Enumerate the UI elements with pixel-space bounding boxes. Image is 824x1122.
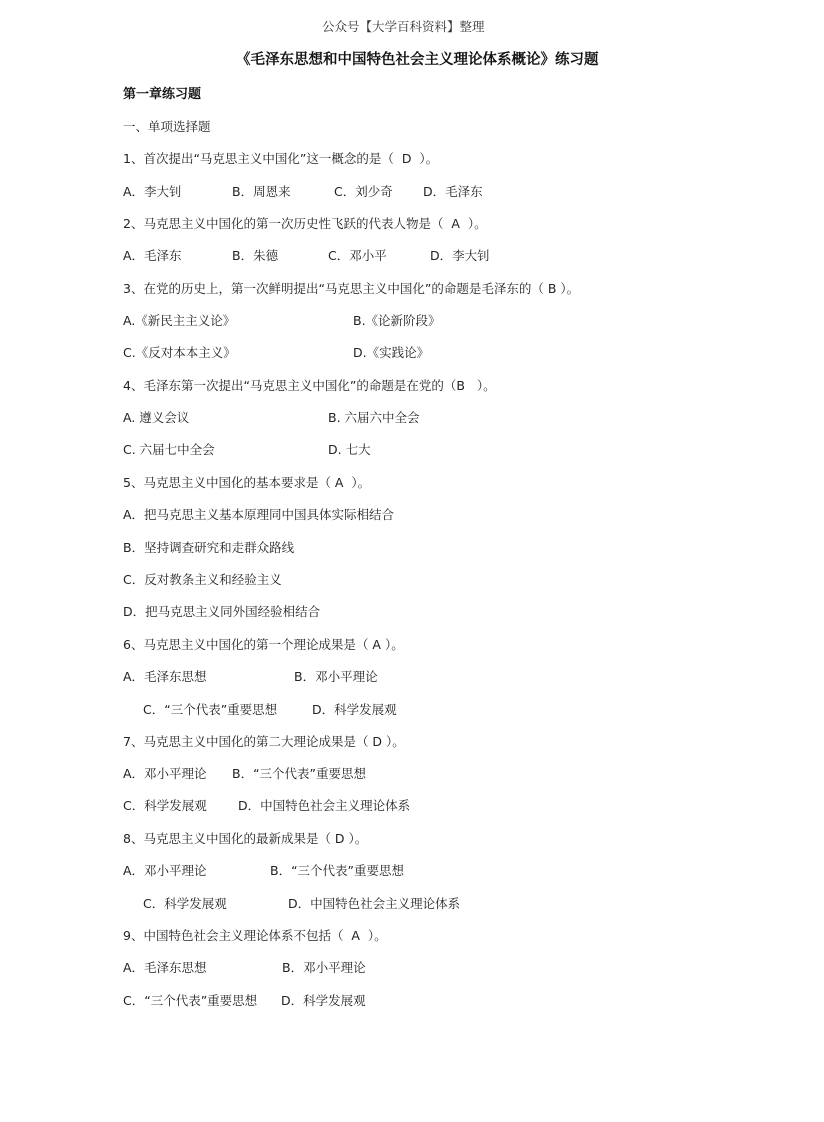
option: A．毛泽东思想 bbox=[123, 960, 207, 975]
option: D．把马克思主义同外国经验相结合 bbox=[123, 604, 321, 619]
option: C．反对教条主义和经验主义 bbox=[123, 572, 282, 587]
option: D．李大钊 bbox=[430, 248, 490, 263]
section-heading: 一、单项选择题 bbox=[123, 119, 211, 134]
option: A．邓小平理论 bbox=[123, 863, 207, 878]
option: C. 六届七中全会 bbox=[123, 442, 215, 457]
option: B．邓小平理论 bbox=[282, 960, 366, 975]
option: B. 六届六中全会 bbox=[328, 410, 420, 425]
chapter-heading: 第一章练习题 bbox=[123, 87, 202, 102]
option: D. 七大 bbox=[328, 442, 371, 457]
page-header: 公众号【大学百科资料】整理 bbox=[322, 19, 485, 34]
option: D．科学发展观 bbox=[312, 702, 397, 717]
question-3: 3、在党的历史上，第一次鲜明提出“马克思主义中国化”的命题是毛泽东的（ B ）。 bbox=[123, 281, 580, 296]
option: D．毛泽东 bbox=[423, 184, 483, 199]
option: A.《新民主主义论》 bbox=[123, 313, 236, 328]
question-8: 8、马克思主义中国化的最新成果是（ D ）。 bbox=[123, 831, 368, 846]
option: A．毛泽东 bbox=[123, 248, 182, 263]
option: A．毛泽东思想 bbox=[123, 669, 207, 684]
question-1: 1、首次提出“马克思主义中国化”这一概念的是（ D ）。 bbox=[123, 151, 439, 166]
option: B．朱德 bbox=[232, 248, 279, 263]
option: C．刘少奇 bbox=[334, 184, 393, 199]
option: D．中国特色社会主义理论体系 bbox=[238, 798, 411, 813]
option: A. 遵义会议 bbox=[123, 410, 190, 425]
option: C．“三个代表”重要思想 bbox=[143, 702, 278, 717]
option: C．科学发展观 bbox=[123, 798, 207, 813]
option: D．科学发展观 bbox=[281, 993, 366, 1008]
option: A．邓小平理论 bbox=[123, 766, 207, 781]
option: C.《反对本本主义》 bbox=[123, 345, 236, 360]
option: D．中国特色社会主义理论体系 bbox=[288, 896, 461, 911]
option: B．“三个代表”重要思想 bbox=[270, 863, 405, 878]
option: B．坚持调查研究和走群众路线 bbox=[123, 540, 295, 555]
option: C．邓小平 bbox=[328, 248, 387, 263]
question-6: 6、马克思主义中国化的第一个理论成果是（ A ）。 bbox=[123, 637, 404, 652]
option: B．“三个代表”重要思想 bbox=[232, 766, 367, 781]
option: D.《实践论》 bbox=[353, 345, 430, 360]
option: C．“三个代表”重要思想 bbox=[123, 993, 258, 1008]
question-9: 9、中国特色社会主义理论体系不包括（ A ）。 bbox=[123, 928, 387, 943]
option: B.《论新阶段》 bbox=[353, 313, 441, 328]
question-2: 2、马克思主义中国化的第一次历史性飞跃的代表人物是（ A ）。 bbox=[123, 216, 487, 231]
question-4: 4、毛泽东第一次提出“马克思主义中国化”的命题是在党的（B ）。 bbox=[123, 378, 496, 393]
question-7: 7、马克思主义中国化的第二大理论成果是（ D ）。 bbox=[123, 734, 405, 749]
option: A．李大钊 bbox=[123, 184, 182, 199]
document-title: 《毛泽东思想和中国特色社会主义理论体系概论》练习题 bbox=[236, 52, 599, 68]
option: B．邓小平理论 bbox=[294, 669, 378, 684]
option: B．周恩来 bbox=[232, 184, 291, 199]
option: A．把马克思主义基本原理同中国具体实际相结合 bbox=[123, 507, 395, 522]
option: C．科学发展观 bbox=[143, 896, 227, 911]
question-5: 5、马克思主义中国化的基本要求是（ A ）。 bbox=[123, 475, 371, 490]
